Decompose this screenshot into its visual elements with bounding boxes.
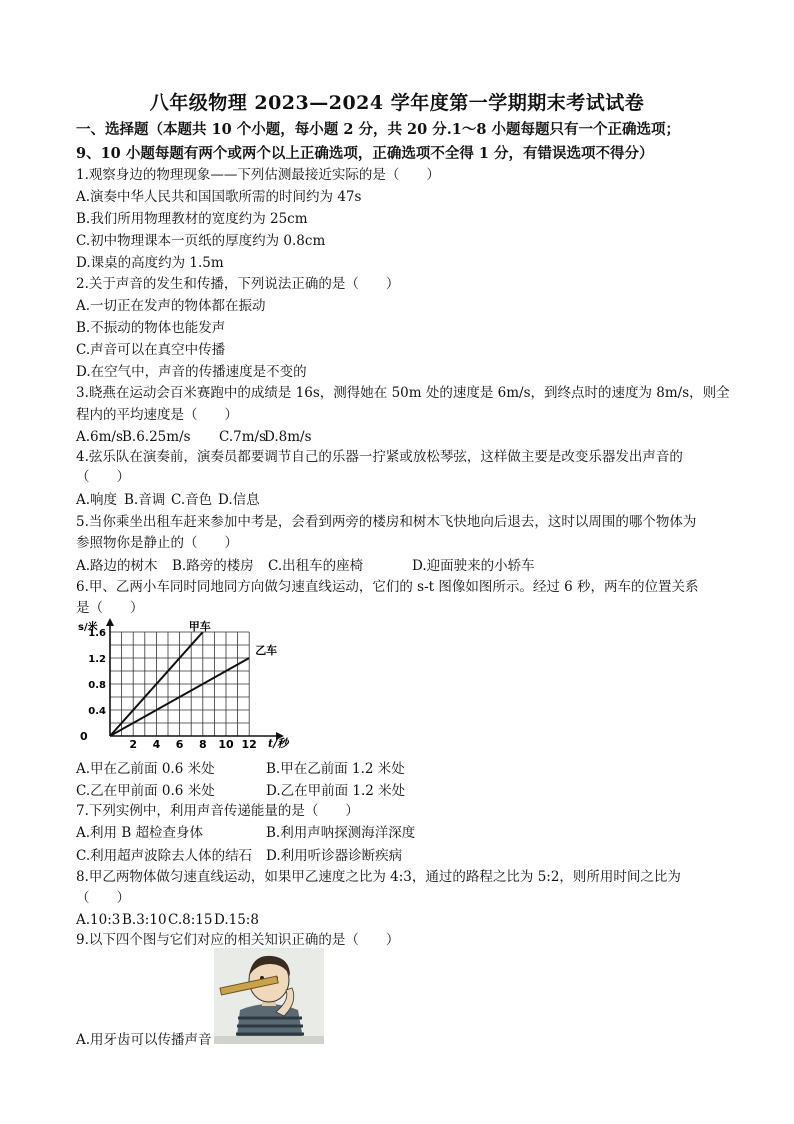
y-tick-label: 1.6 — [88, 628, 106, 639]
q1-stem: 1.观察身边的物理现象——下列估测最接近实际的是（ ） — [76, 167, 440, 183]
q8-option-d: D.15:8 — [214, 912, 259, 928]
x-tick-label: 8 — [198, 738, 207, 750]
x-tick-label: 4 — [152, 738, 161, 750]
q1-option-b: B.我们所用物理教材的宽度约为 25cm — [76, 211, 308, 227]
q4-option-a: A.响度 — [76, 492, 118, 508]
q3-stem-line-2: 程内的平均速度是（ ） — [76, 407, 238, 423]
q5-stem-line-2: 参照物你是静止的（ ） — [76, 535, 238, 551]
q2-option-d: D.在空气中，声音的传播速度是不变的 — [76, 364, 307, 380]
q4-stem-line-2: （ ） — [76, 469, 130, 485]
origin-label: 0 — [80, 730, 88, 743]
y-tick-label: 0.8 — [88, 680, 106, 691]
q3-stem-line-1: 3.晓燕在运动会百米赛跑中的成绩是 16s，测得她在 50m 处的速度是 6m/s，到终点时的速度为 8m/s，则全 — [76, 385, 730, 401]
series-label: 乙车 — [255, 644, 278, 657]
q6-stem-line-2: 是（ ） — [76, 600, 144, 616]
q9-stem: 9.以下四个图与它们对应的相关知识正确的是（ ） — [76, 932, 400, 948]
q5-stem-line-1: 5.当你乘坐出租车赶来参加中考是，会看到两旁的楼房和树木飞快地向后退去，这时以周围的哪个物体为 — [76, 514, 697, 530]
q2-option-c: C.声音可以在真空中传播 — [76, 342, 226, 358]
q5-option-d: D.迎面驶来的小轿车 — [412, 558, 535, 574]
q8-option-a: A.10:3 — [76, 912, 121, 928]
q8-stem-line-1: 8.甲乙两物体做匀速直线运动，如果甲乙速度之比为 4:3，通过的路程之比为 5:2，则所用时间之比为 — [76, 869, 681, 885]
q7-stem: 7.下列实例中，利用声音传递能量的是（ ） — [76, 803, 359, 819]
graph-grid — [110, 632, 249, 736]
q9-option-a: A.用牙齿可以传播声音 — [76, 1032, 212, 1048]
boy-biting-ruler-illustration — [214, 948, 324, 1044]
q3-option-d: D.8m/s — [264, 429, 312, 445]
y-axis-label: s/米 — [78, 622, 98, 633]
q8-option-c: C.8:15 — [168, 912, 213, 928]
q4-option-d: D.信息 — [218, 492, 260, 508]
q7-option-c: C.利用超声波除去人体的结石 — [76, 848, 253, 864]
q7-option-d: D.利用听诊器诊断疾病 — [266, 848, 403, 864]
s-t-graph — [76, 616, 306, 750]
x-tick-label: 2 — [129, 738, 138, 750]
q6-option-b: B.甲在乙前面 1.2 米处 — [266, 761, 405, 777]
q7-option-b: B.利用声呐探测海洋深度 — [266, 825, 416, 841]
q3-option-a: A.6m/s — [76, 429, 123, 445]
y-tick-label: 0.4 — [88, 706, 106, 717]
y-tick-label: 1.2 — [88, 654, 106, 665]
q5-option-b: B.路旁的楼房 — [172, 558, 254, 574]
q6-option-d: D.乙在甲前面 1.2 米处 — [266, 783, 406, 799]
q2-option-b: B.不振动的物体也能发声 — [76, 320, 226, 336]
q6-stem-line-1: 6.甲、乙两小车同时同地同方向做匀速直线运动，它们的 s-t 图像如图所示。经过 6 秒，两车的位置关系 — [76, 579, 699, 595]
q2-stem: 2.关于声音的发生和传播，下列说法正确的是（ ） — [76, 276, 400, 292]
x-tick-label: 6 — [175, 738, 184, 750]
q2-option-a: A.一切正在发声的物体都在振动 — [76, 298, 266, 314]
section-heading-line-1: 一、选择题（本题共 10 个小题，每小题 2 分，共 20 分.1～8 小题每题只有一个正确选项； — [76, 121, 681, 138]
q5-option-a: A.路边的树木 — [76, 558, 158, 574]
q6-option-a: A.甲在乙前面 0.6 米处 — [76, 761, 215, 777]
q4-stem-line-1: 4.弦乐队在演奏前，演奏员都要调节自己的乐器一拧紧或放松琴弦，这样做主要是改变乐器发出声音的 — [76, 449, 683, 465]
q1-option-d: D.课桌的高度约为 1.5m — [76, 255, 224, 271]
q8-option-b: B.3:10 — [122, 912, 167, 928]
q1-option-a: A.演奏中华人民共和国国歌所需的时间约为 47s — [76, 189, 362, 205]
q5-option-c: C.出租车的座椅 — [268, 558, 364, 574]
series-label: 甲车 — [188, 620, 211, 633]
x-axis-label: t/秒 — [268, 737, 289, 750]
q8-stem-line-2: （ ） — [76, 890, 130, 906]
q6-option-c: C.乙在甲前面 0.6 米处 — [76, 783, 215, 799]
exam-title: 八年级物理 2023—2024 学年度第一学期期末考试试卷 — [149, 92, 645, 114]
graph-series — [110, 619, 277, 736]
x-tick-label: 10 — [218, 738, 234, 750]
x-tick-label: 12 — [241, 738, 257, 750]
graph-axes — [106, 618, 284, 740]
q4-option-c: C.音色 — [171, 492, 213, 508]
q4-option-b: B.音调 — [124, 492, 166, 508]
q7-option-a: A.利用 B 超检查身体 — [76, 825, 204, 841]
section-heading-line-2: 9、10 小题每题有两个或两个以上正确选项，正确选项不全得 1 分，有错误选项不得分） — [76, 145, 654, 162]
q3-option-b: B.6.25m/s — [122, 429, 191, 445]
q3-option-c: C.7m/s — [219, 429, 267, 445]
q1-option-c: C.初中物理课本一页纸的厚度约为 0.8cm — [76, 233, 326, 249]
